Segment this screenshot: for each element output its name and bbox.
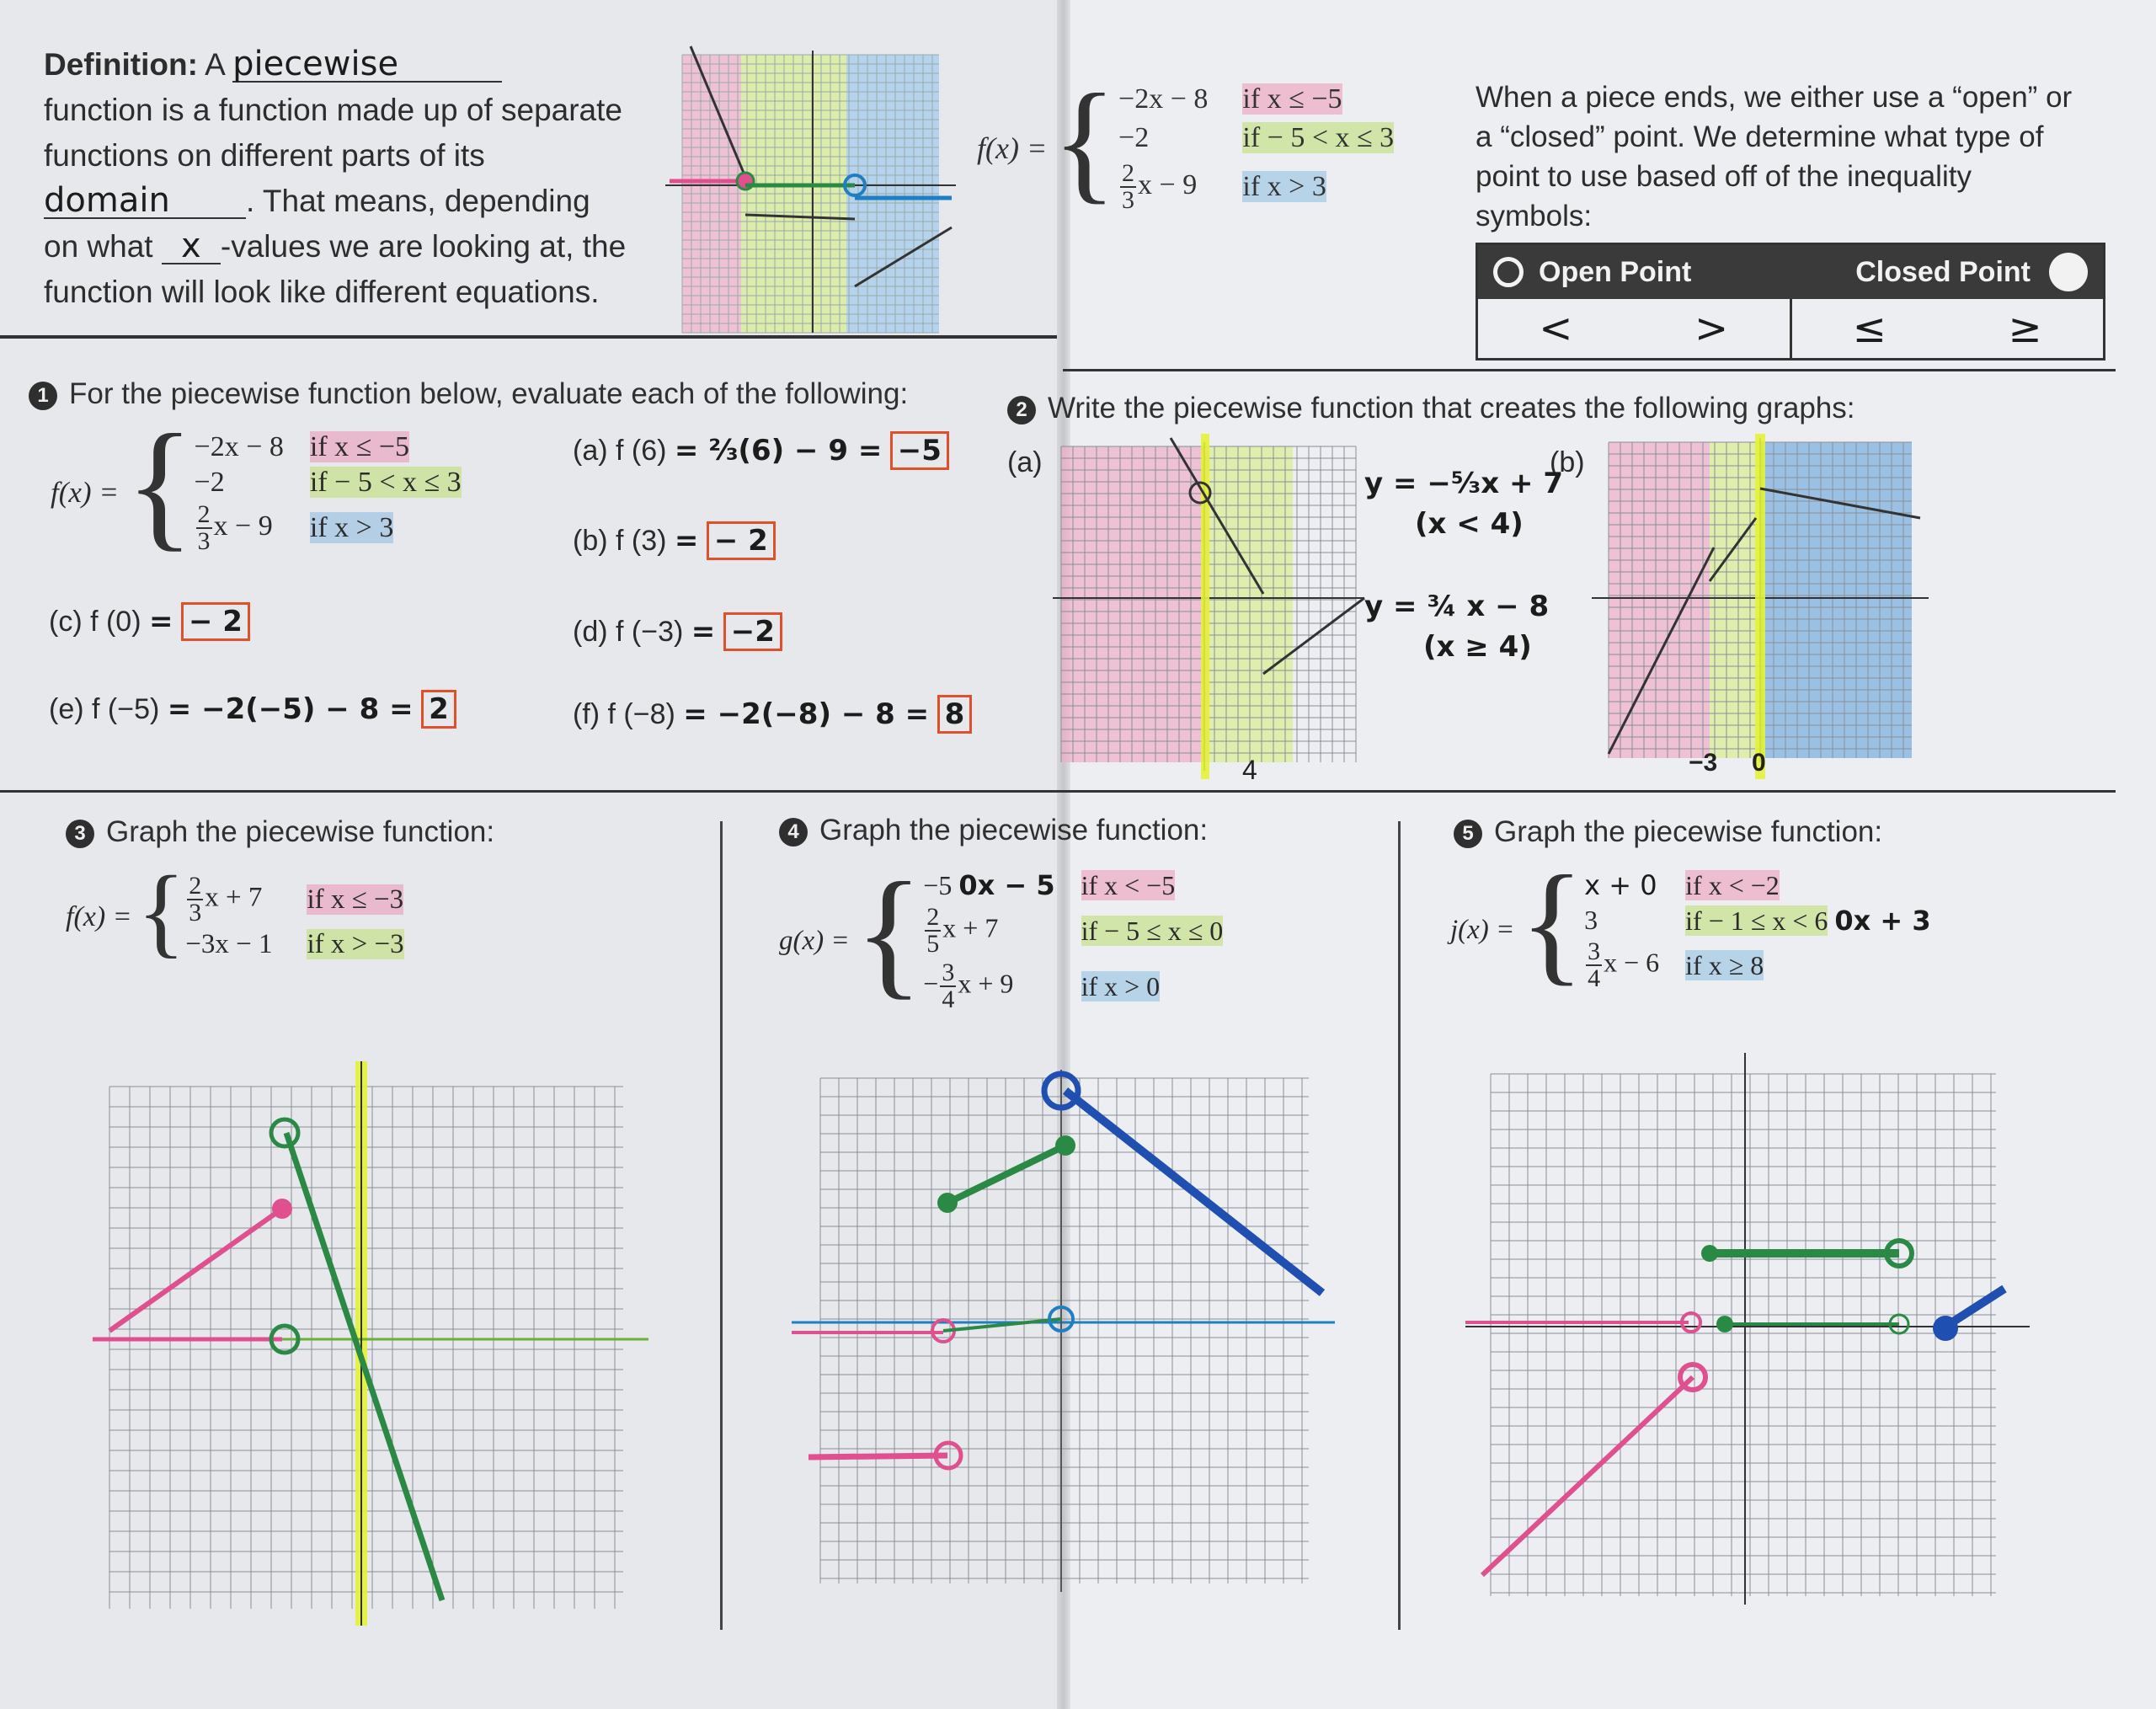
frac-den: 4: [942, 985, 955, 1013]
piece-expr: x − 6: [1604, 947, 1660, 978]
piece-condition: if x > −3: [307, 929, 404, 959]
intro-line: When a piece ends, we either use a “open” or: [1476, 81, 2073, 114]
fill-in-domain: domain: [44, 184, 246, 219]
handwritten-equation: y = ¾ x − 8: [1364, 590, 1550, 623]
answer-box: 2: [421, 690, 456, 729]
definition-text: function is a function made up of separate: [44, 93, 622, 127]
piece-condition: if x < −2: [1685, 869, 1780, 900]
q2-heading: [1007, 392, 1854, 425]
definition-text: . That means, depending: [246, 184, 590, 218]
points-intro: [1476, 77, 2141, 236]
example-graph: [665, 34, 960, 337]
fill-in-piecewise: piecewise: [232, 47, 502, 83]
question-number: 2: [1007, 396, 1036, 425]
piece-condition: if x > 0: [1081, 970, 1161, 1001]
piece-condition: if − 1 ≤ x < 6: [1685, 905, 1828, 936]
part-work: = −2(−8) − 8 =: [683, 697, 930, 731]
piece-expr: x − 9: [1138, 168, 1198, 200]
intro-line: symbols:: [1476, 200, 1593, 232]
q1-part-a: [573, 434, 949, 467]
handwritten-note: 0x − 5: [958, 869, 1055, 901]
piece-expr: −3x − 1: [185, 929, 273, 959]
closed-symbol: ≥: [2008, 305, 2042, 352]
piece-condition: if − 5 < x ≤ 3: [1242, 122, 1395, 153]
frac-den: 4: [1588, 964, 1601, 992]
answer-box: 8: [937, 695, 973, 734]
open-point-label: Open Point: [1539, 255, 1692, 288]
q2b-tick: 0: [1752, 749, 1766, 777]
fill-in-x: x: [162, 229, 221, 264]
answer-box: −5: [890, 431, 949, 470]
frac-den: 3: [1122, 186, 1135, 214]
function-name: g(x) =: [779, 925, 850, 956]
answer-box: − 2: [707, 521, 776, 560]
question-number: 1: [29, 382, 57, 410]
q5-heading: [1454, 815, 1882, 849]
definition-text: A: [205, 47, 224, 82]
piece-table: [1117, 80, 1395, 216]
frac-den: 5: [926, 930, 940, 958]
section-divider: [1063, 369, 2116, 371]
q2a-tick: 4: [1242, 755, 1257, 785]
question-text: Write the piecewise function that creates the following graphs:: [1048, 392, 1855, 425]
part-work: =: [691, 615, 716, 649]
definition-text: function will look like different equations.: [44, 275, 600, 309]
part-work: =: [674, 524, 699, 558]
piece-condition: if x > 3: [1242, 171, 1326, 202]
piece-condition: if x ≤ −5: [1242, 83, 1342, 115]
q4-function: g(x) = { −5 0x − 5 if x < −5 $\frac{2}{5}$ x + 7 if − 5 ≤ x ≤ 0 − $\frac{3}{4}$ x + 9 if x > 0: [779, 853, 1224, 1013]
q1-part-e: [49, 692, 456, 726]
piece-condition: if x ≤ −5: [309, 431, 410, 462]
open-symbol: <: [1539, 305, 1573, 352]
function-name: f(x) =: [51, 476, 119, 509]
q2a-graph: [1053, 425, 1373, 788]
q2-b-label: (b): [1550, 446, 1585, 478]
piece-sign: −: [923, 968, 939, 999]
q1-part-d: [573, 615, 782, 649]
open-circle-icon: [1493, 257, 1524, 287]
function-name: f(x) =: [66, 900, 132, 932]
q5-function: j(x) = { x + 0 if x < −2 3 if − 1 ≤ x < 6 0x + 3 $\frac{3}{4}$ x − 6 if x ≥ 8: [1450, 846, 1931, 997]
handwritten-domain: (x ≥ 4): [1423, 630, 1532, 664]
part-label: (f) f (−8): [573, 698, 675, 730]
q1-part-f: [573, 697, 972, 731]
section-divider: [0, 335, 1057, 339]
definition-text: functions on different parts of its: [44, 138, 485, 173]
part-work: =: [149, 605, 173, 638]
q3-graph: [84, 1053, 665, 1634]
question-text: Graph the piecewise function:: [1494, 815, 1883, 848]
graph-grid: [1491, 1074, 1996, 1596]
q3-function: f(x) = { $\frac{2}{3}$ x + 7 if x ≤ −3 −3x − 1 if x > −3: [66, 854, 404, 967]
closed-circle-icon: [2049, 253, 2088, 291]
q2-a-label: (a): [1007, 446, 1043, 478]
piece-expr: x + 7: [942, 912, 999, 943]
part-label: (b) f (3): [573, 525, 667, 557]
question-number: 3: [66, 820, 94, 848]
piece-condition: if − 5 < x ≤ 3: [309, 467, 462, 498]
point-type-table: [1476, 243, 2105, 360]
piece-expr: −5: [923, 870, 953, 900]
piece-condition: if x < −5: [1081, 869, 1176, 900]
q3-heading: [66, 815, 494, 849]
function-name: j(x) =: [1450, 915, 1515, 945]
closed-point-label: Closed Point: [1855, 255, 2031, 288]
q2b-graph: [1583, 425, 1937, 788]
q1-part-c: [49, 605, 250, 638]
frac-num: 2: [1122, 159, 1135, 187]
q5-graph: [1457, 1044, 2047, 1617]
frac-den: 3: [197, 527, 211, 555]
frac-num: 2: [197, 500, 211, 528]
part-label: (a) f (6): [573, 435, 667, 467]
q4-heading: [779, 814, 1208, 847]
piece-expr: x + 9: [958, 968, 1014, 999]
q2b-tick: −3: [1689, 749, 1718, 777]
part-work: = ⅔(6) − 9 =: [674, 434, 883, 467]
part-label: (d) f (−3): [573, 616, 684, 648]
q2a-answer: [1364, 463, 1563, 667]
closed-symbol: ≤: [1852, 305, 1886, 352]
frac-num: 2: [189, 872, 202, 900]
open-symbol: >: [1694, 305, 1729, 352]
piece-expr: x − 9: [213, 510, 273, 542]
piece-condition: if x ≥ 8: [1685, 949, 1764, 980]
definition-block: [44, 42, 650, 315]
column-divider: [1398, 821, 1401, 1630]
frac-num: 3: [942, 959, 955, 986]
section-divider: [0, 790, 2116, 793]
frac-den: 3: [189, 899, 202, 927]
definition-label: Definition:: [44, 47, 198, 82]
piece-expr: −2: [194, 467, 225, 498]
frac-num: 2: [926, 903, 940, 931]
piece-condition: if x ≤ −3: [307, 884, 404, 915]
question-text: For the piecewise function below, evaluate each of the following:: [69, 377, 909, 410]
intro-line: point to use based off of the inequality: [1476, 160, 1972, 193]
piece-expr: −2: [1118, 122, 1150, 153]
piece-expr: x + 7: [205, 882, 263, 913]
frac-num: 3: [1588, 937, 1601, 965]
piece-expr: −2x − 8: [194, 431, 284, 462]
handwritten-equation: y = −⁵⁄₃x + 7: [1364, 467, 1564, 500]
part-work: = −2(−5) − 8 =: [167, 692, 414, 726]
q1-function: f(x) = { −2x − 8 if x ≤ −5 −2 if − 5 < x ≤ 3 $\frac{2}{3}$ x − 9 if x > 3: [51, 405, 462, 563]
definition-text: -values we are looking at, the: [220, 229, 627, 264]
piece-condition: if x > 3: [309, 512, 394, 543]
question-number: 4: [779, 818, 808, 846]
answer-box: − 2: [181, 602, 250, 641]
piece-condition: if − 5 ≤ x ≤ 0: [1081, 915, 1224, 946]
question-number: 5: [1454, 820, 1482, 848]
q1-part-b: [573, 524, 776, 558]
piece-expr: 3: [1584, 905, 1598, 935]
definition-text: on what: [44, 229, 153, 264]
question-text: Graph the piecewise function:: [819, 814, 1209, 846]
piece-expr: −2x − 8: [1118, 83, 1209, 115]
handwritten-domain: (x < 4): [1415, 507, 1524, 541]
q4-graph: [783, 1061, 1348, 1600]
piece-expr: x + 0: [1584, 869, 1657, 901]
part-label: (c) f (0): [49, 606, 141, 638]
handwritten-note: 0x + 3: [1834, 904, 1931, 937]
part-label: (e) f (−5): [49, 693, 160, 725]
example-fx: f(x) = { −2x − 8 if x ≤ −5 −2 if − 5 < x ≤ 3 $\frac{2}{3}$ x − 9 if x > 3: [977, 66, 1395, 216]
intro-line: a “closed” point. We determine what type of: [1476, 120, 2044, 153]
function-name: f(x) =: [977, 131, 1048, 165]
column-divider: [720, 821, 723, 1630]
answer-box: −2: [723, 612, 782, 651]
question-text: Graph the piecewise function:: [106, 815, 495, 848]
